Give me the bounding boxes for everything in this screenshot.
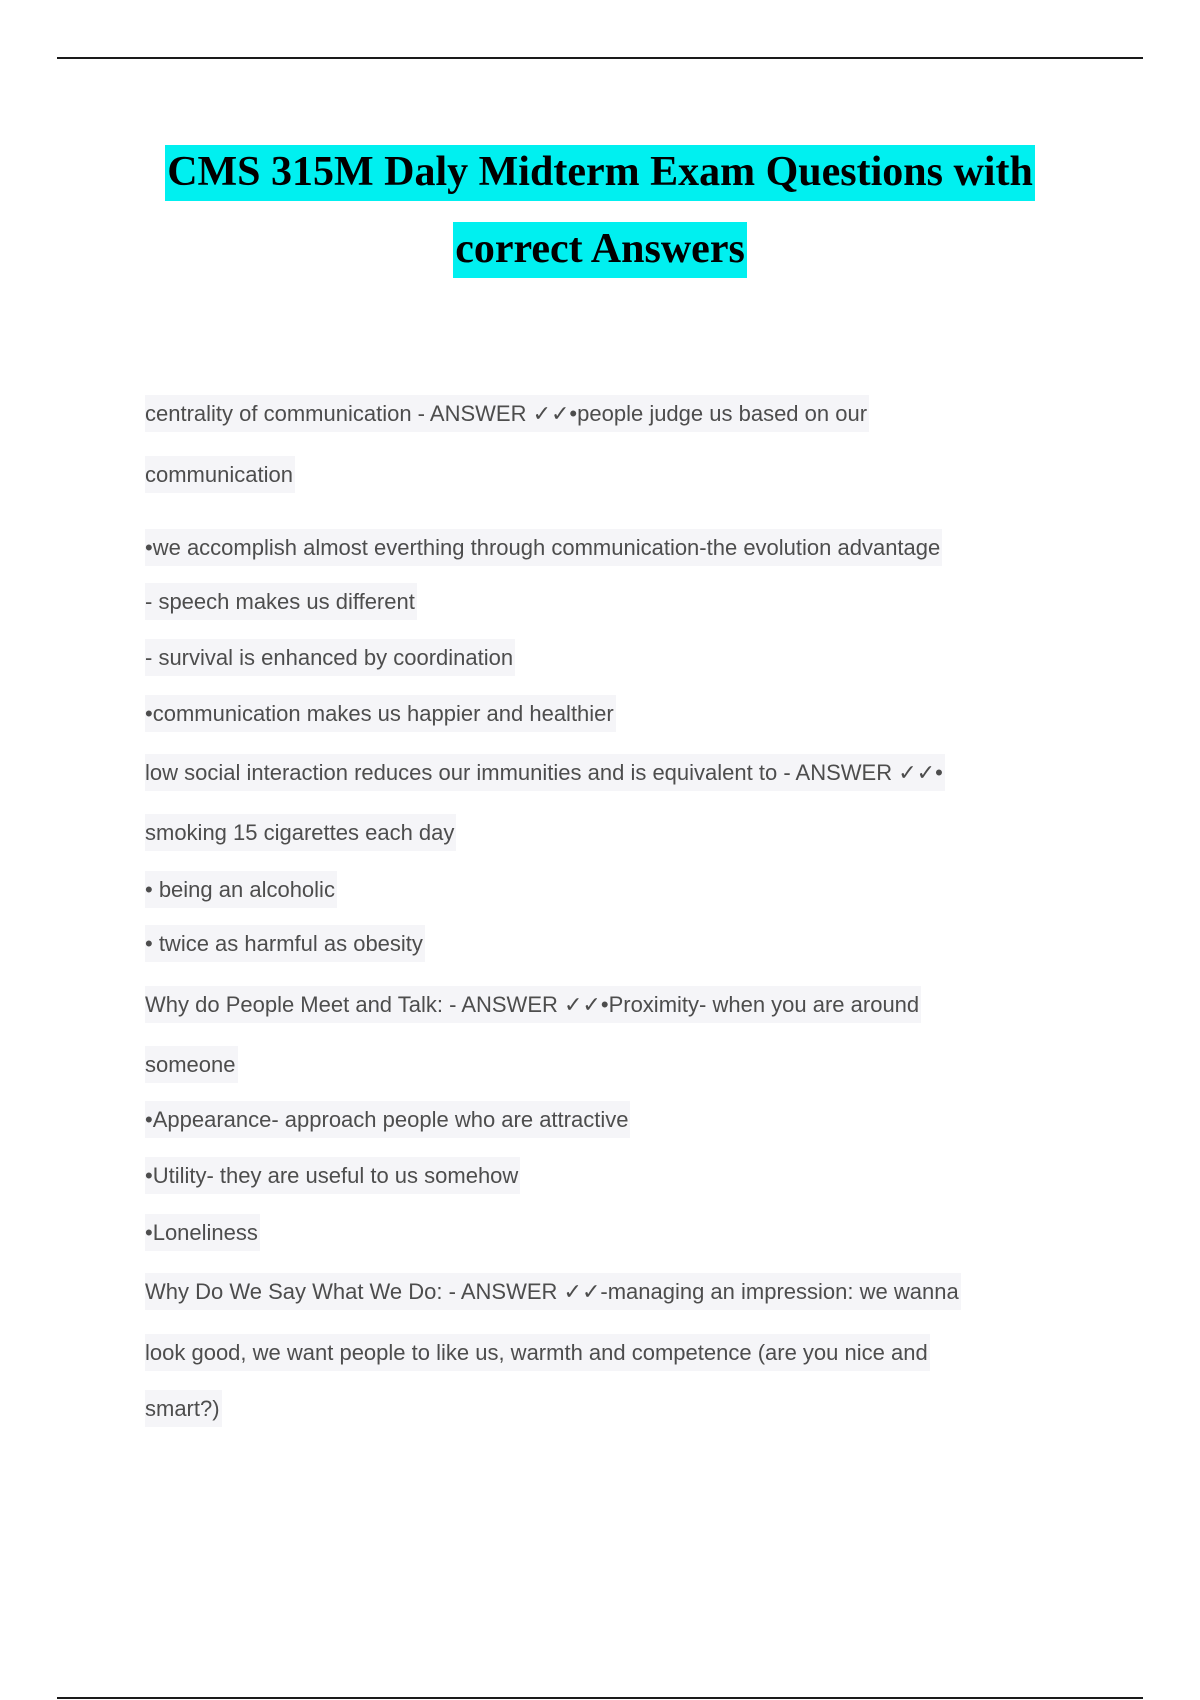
text-line: - survival is enhanced by coordination bbox=[145, 647, 515, 669]
text-line: Why do People Meet and Talk: - ANSWER ✓✓•Proximity- when you are around bbox=[145, 994, 921, 1016]
bottom-rule bbox=[57, 1697, 1143, 1699]
text-line: communication bbox=[145, 464, 295, 486]
text-line: •Loneliness bbox=[145, 1222, 260, 1244]
text-line: • being an alcoholic bbox=[145, 879, 337, 901]
text-line: •Utility- they are useful to us somehow bbox=[145, 1165, 520, 1187]
text-line: •communication makes us happier and healthier bbox=[145, 703, 616, 725]
text-line: someone bbox=[145, 1054, 238, 1076]
document-title-line1: CMS 315M Daly Midterm Exam Questions with bbox=[0, 151, 1200, 193]
text-line: - speech makes us different bbox=[145, 591, 417, 613]
text-line: look good, we want people to like us, warmth and competence (are you nice and bbox=[145, 1342, 930, 1364]
text-line: • twice as harmful as obesity bbox=[145, 933, 425, 955]
document-title-line2: correct Answers bbox=[0, 228, 1200, 270]
top-rule bbox=[57, 57, 1143, 59]
text-line: centrality of communication - ANSWER ✓✓•people judge us based on our bbox=[145, 403, 869, 425]
text-line: •we accomplish almost everthing through communication-the evolution advantage bbox=[145, 537, 942, 559]
text-line: smart?) bbox=[145, 1398, 222, 1420]
text-line: low social interaction reduces our immunities and is equivalent to - ANSWER ✓✓• bbox=[145, 762, 945, 784]
text-line: •Appearance- approach people who are attractive bbox=[145, 1109, 630, 1131]
text-line: smoking 15 cigarettes each day bbox=[145, 822, 456, 844]
text-line: Why Do We Say What We Do: - ANSWER ✓✓-managing an impression: we wanna bbox=[145, 1281, 961, 1303]
